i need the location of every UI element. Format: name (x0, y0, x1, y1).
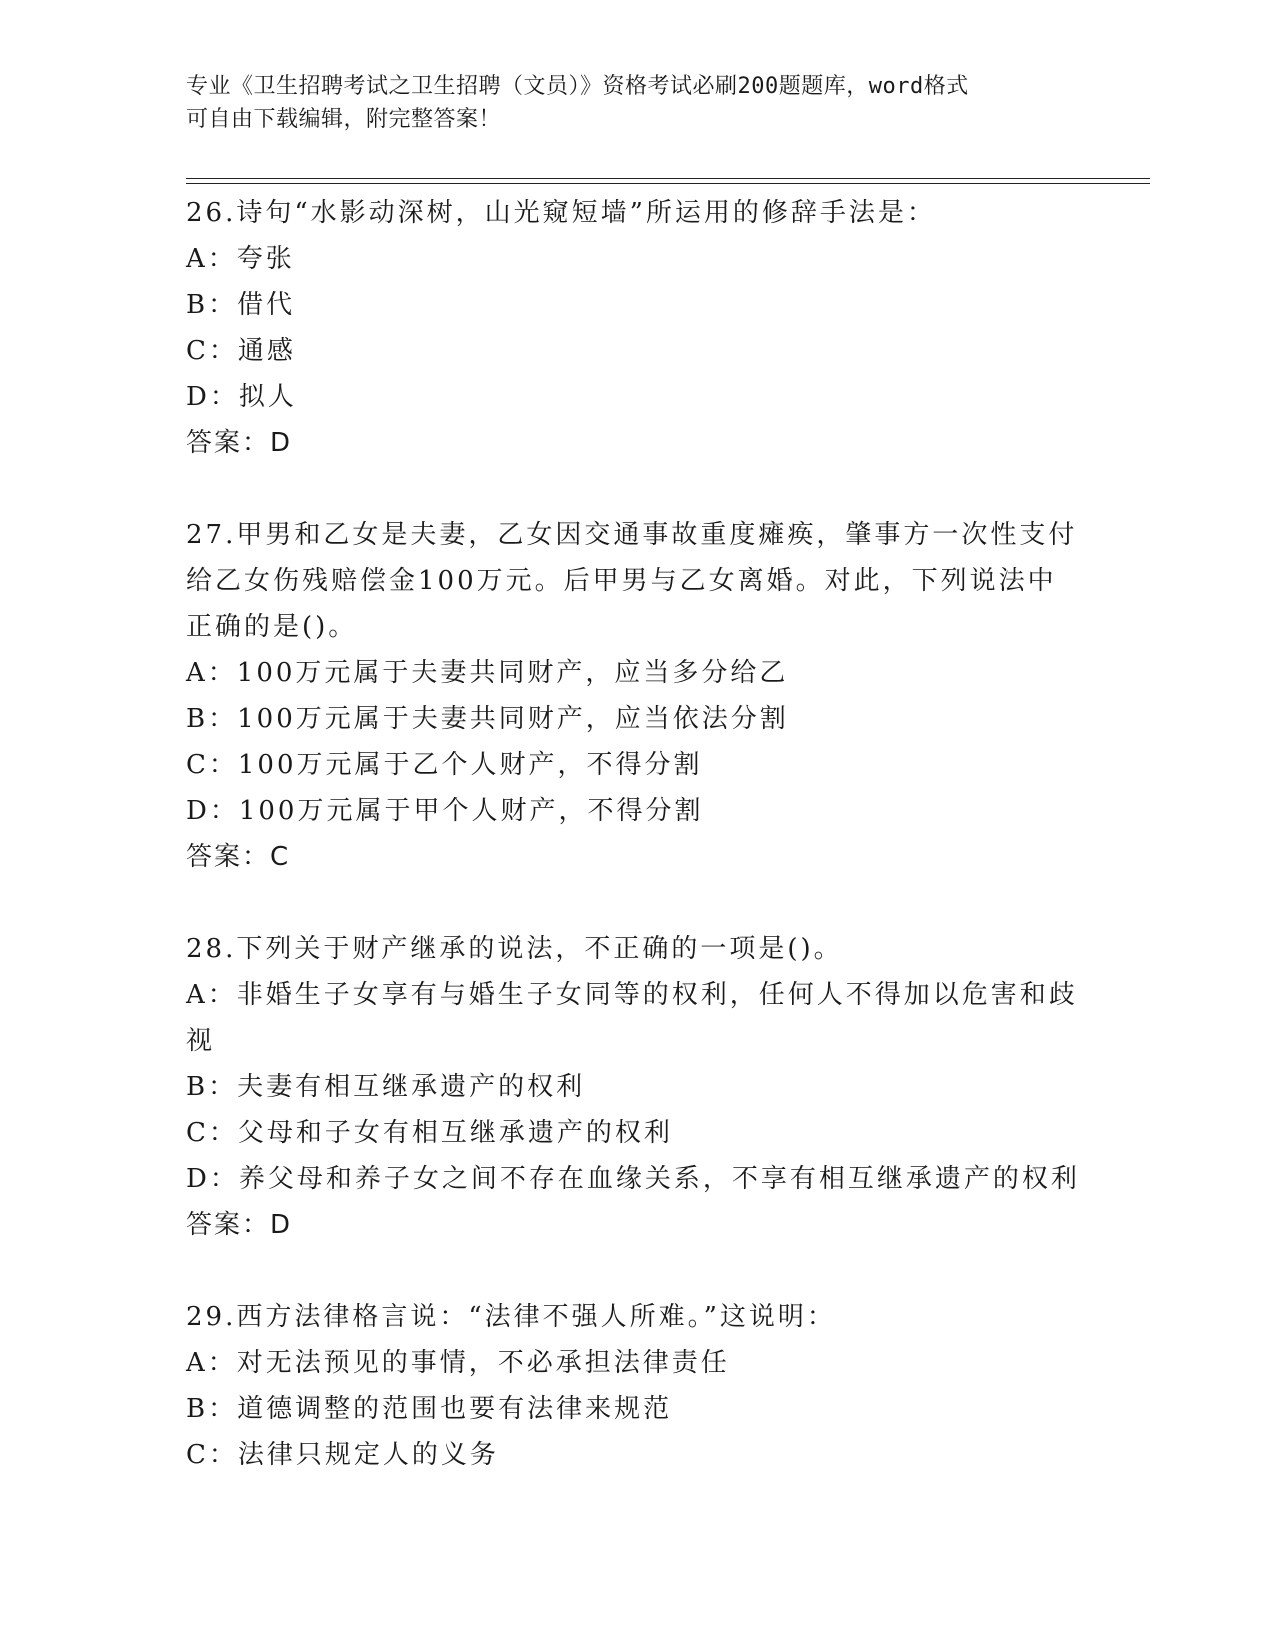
option-d: D：拟人 (186, 382, 297, 412)
option-d: D：100万元属于甲个人财产，不得分割 (186, 796, 704, 826)
question-stem: 26.诗句“水影动深树，山光窥短墙”所运用的修辞手法是： (186, 198, 936, 228)
question-29 (186, 1294, 1086, 1478)
question-stem: 27.甲男和乙女是夫妻，乙女因交通事故重度瘫痪，肇事方一次性支付 (186, 520, 1078, 550)
question-list (186, 190, 1086, 1478)
option-a-continued: 视 (186, 1026, 216, 1056)
option-b: B：道德调整的范围也要有法律来规范 (186, 1394, 673, 1424)
option-c: C：法律只规定人的义务 (186, 1440, 499, 1470)
document-header (186, 70, 1066, 136)
question-stem-continued: 给乙女伤残赔偿金100万元。后甲男与乙女离婚。对此，下列说法中 (186, 566, 1057, 596)
option-c: C：通感 (186, 336, 296, 366)
question-stem: 29.西方法律格言说：“法律不强人所难。”这说明： (186, 1302, 836, 1332)
option-b: B：借代 (186, 290, 296, 320)
option-a: A：夸张 (186, 244, 295, 274)
option-a: A：非婚生子女享有与婚生子女同等的权利，任何人不得加以危害和歧 (186, 980, 1078, 1010)
header-divider-bottom (186, 183, 1150, 184)
answer-label: 答案：C (186, 842, 291, 872)
answer-label: 答案：D (186, 428, 293, 458)
option-a: A：100万元属于夫妻共同财产，应当多分给乙 (186, 658, 789, 688)
question-28 (186, 926, 1086, 1248)
option-b: B：夫妻有相互继承遗产的权利 (186, 1072, 586, 1102)
option-b: B：100万元属于夫妻共同财产，应当依法分割 (186, 704, 789, 734)
question-stem-continued: 正确的是()。 (186, 612, 358, 642)
option-a: A：对无法预见的事情，不必承担法律责任 (186, 1348, 730, 1378)
answer-label: 答案：D (186, 1210, 293, 1240)
header-divider-top (186, 178, 1150, 179)
question-stem: 28.下列关于财产继承的说法，不正确的一项是()。 (186, 934, 843, 964)
header-line-1: 专业《卫生招聘考试之卫生招聘（文员）》资格考试必刷200题题库，word格式 (186, 74, 969, 99)
option-c: C：100万元属于乙个人财产，不得分割 (186, 750, 703, 780)
option-c: C：父母和子女有相互继承遗产的权利 (186, 1118, 673, 1148)
question-27 (186, 512, 1086, 880)
header-line-2: 可自由下载编辑，附完整答案！ (186, 107, 502, 132)
question-26 (186, 190, 1086, 466)
option-d: D：养父母和养子女之间不存在血缘关系，不享有相互继承遗产的权利 (186, 1164, 1080, 1194)
